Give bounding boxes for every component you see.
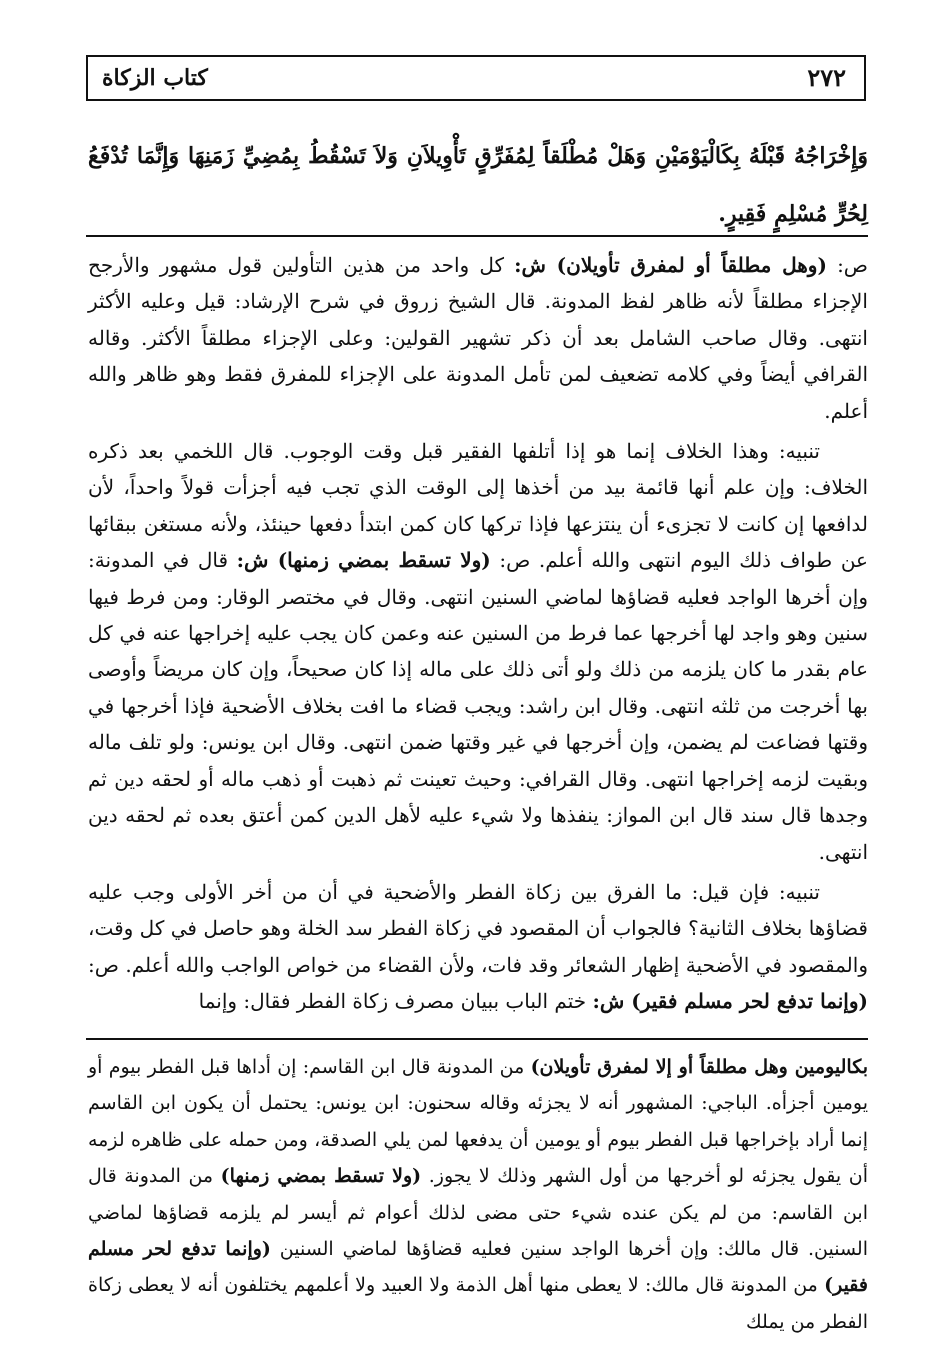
footnote-quoted-matn: (ولا تسقط بمضي زمنها): [220, 1165, 422, 1188]
commentary-paragraph-1: [88, 247, 868, 429]
footnote-text: من المدونة قال ابن القاسم: إن أداها قبل الفطر بيوم أو يومين أجزأه. الباجي: المشهور أنه لا يجزئه وقاله سحنون: ابن يونس: يحتمل أن يكون ابن القاسم إنما أراد بإخراجها قبل الفطر بيوم أو يومين أن يدفعها لمن يلي الصدقة، ومن حمله على ظاهره لزمه أن يقول يجزئه لو أخرجها من أول الشهر وذلك لا يجوز.: [88, 1056, 868, 1188]
footnote-text: من المدونة قال ابن القاسم: من لم يكن عنده شيء حتى مضى لذلك أعوام ثم أيسر لم يلزمه قضاؤها لماضي السنين. قال مالك: وإن أخرها الواجد سنين فعليه قضاؤها لماضي السنين: [88, 1165, 868, 1261]
footnote-paragraph: [88, 1049, 868, 1340]
page-number: ٢٧٢: [807, 63, 846, 92]
matn-verse: وَإِخْرَاجُهُ قَبْلَهُ بِكَالْيَوْمَيْنِ وَهَلْ مُطْلَقاً لِمُفَرِّقٍ تَأْوِيلاَنِ وَلاَ تَسْقُطُ بِمُضِيِّ زَمَنِهَا وَإِنَّمَا تُدْفَعُ لِحُرٍّ مُسْلِمٍ فَقِيرٍ.: [88, 143, 868, 227]
quoted-matn: (ولا تسقط بمضي زمنها) ش:: [236, 548, 491, 573]
sad-marker: ص:: [826, 253, 868, 277]
commentary-paragraph-3: [88, 874, 868, 1020]
commentary-text: قال في المدونة: وإن أخرها الواجد فعليه قضاؤها لماضي السنين انتهى. وقال في مختصر الوقار: ومن فرط فيها سنين وهو واجد لها أخرجها عما فرط من السنين عنه وعمن كان يجب عليه إخراجها عنه في كل عام بقدر ما كان يلزمه من ذلك ولو أتى ذلك على ماله إذا كان صحيحاً، وإن كان مريضاً وأوصى بها أخرجت من ثلثه انتهى. وقال ابن راشد: ويجب قضاء ما افت بخلاف الأضحية فإذا أخرجها في وقتها فضاعت لم يضمن، وإن أخرجها في غير وقتها ضمن انتهى. وقال ابن يونس: ولو تلف ماله وبقيت لزمه إخراجها انتهى. وقال القرافي: وحيث تعينت ثم ذهبت أو ذهب ماله أو لحقه دين ثم وجدها قال سند قال ابن المواز: ينفذها ولا شيء عليه لأهل الدين كمن أعتق بعده ثم لحقه دين انتهى.: [88, 548, 869, 864]
footnote-text: من المدونة قال مالك: لا يعطى منها أهل الذمة ولا العبيد ولا أعلمهم يختلفون أنه لا يعطى زكاة الفطر من يملك: [88, 1274, 868, 1333]
footnote-quoted-matn: (وإنما تدفع لحر مسلم فقير): [88, 1238, 868, 1297]
footnote-quoted-matn: بكاليومين وهل مطلقاً أو إلا لمفرق تأويلان): [530, 1056, 868, 1078]
quoted-matn: (وإنما تدفع لحر مسلم فقير) ش:: [592, 989, 868, 1014]
divider-footnote: [86, 1038, 868, 1040]
quoted-matn: (وهل مطلقاً أو لمفرق تأويلان) ش:: [514, 253, 827, 277]
commentary-text: تنبيه: وهذا الخلاف إنما هو إذا أتلفها الفقير قبل وقت الوجوب. قال اللخمي بعد ذكره الخلاف: وإن علم أنها قائمة بيد من أخذها إلى الوقت الذي تجب فيه أجزأت قولاً واحداً، لأن لدافعها إن كانت لا تجزىء أن ينتزعها فإذا تركها كان كمن ابتدأ دفعها حينئذ، ولأنه مستغن ببقائها عن طواف ذلك اليوم انتهى والله أعلم. ص:: [88, 439, 868, 573]
commentary-paragraph-2: [88, 433, 868, 870]
page-header: [86, 55, 866, 101]
footnote-body: [88, 1049, 868, 1340]
commentary-body: [88, 247, 868, 1024]
commentary-text: تنبيه: فإن قيل: ما الفرق بين زكاة الفطر والأضحية في أن من أخر الأولى وجب عليه قضاؤها بخلاف الثانية؟ فالجواب أن المقصود في زكاة الفطر سد الخلة وهو حاصل في كل وقت، والمقصود في الأضحية إظهار الشعائر وقد فات، ولأن القضاء من خواص الواجب والله أعلم. ص:: [88, 879, 868, 977]
commentary-text: كل واحد من هذين التأولين قول مشهور والأرجح الإجزاء مطلقاً لأنه ظاهر لفظ المدونة. قال الشيخ زروق في شرح الإرشاد: قيل وعليه الأكثر انتهى. وقال صاحب الشامل بعد أن ذكر تشهير القولين: وعلى الإجزاء مطلقاً الأكثر. وقاله القرافي أيضاً وفي كلامه تضعيف لمن تأمل المدونة على الإجزاء للمفرق فقط وهو ظاهر والله أعلم.: [88, 253, 868, 423]
book-page: [86, 55, 868, 1345]
divider-top: [86, 235, 868, 237]
running-title: كتاب الزكاة: [102, 65, 208, 91]
commentary-text: ختم الباب ببيان مصرف زكاة الفطر فقال: وإنما: [198, 989, 593, 1014]
